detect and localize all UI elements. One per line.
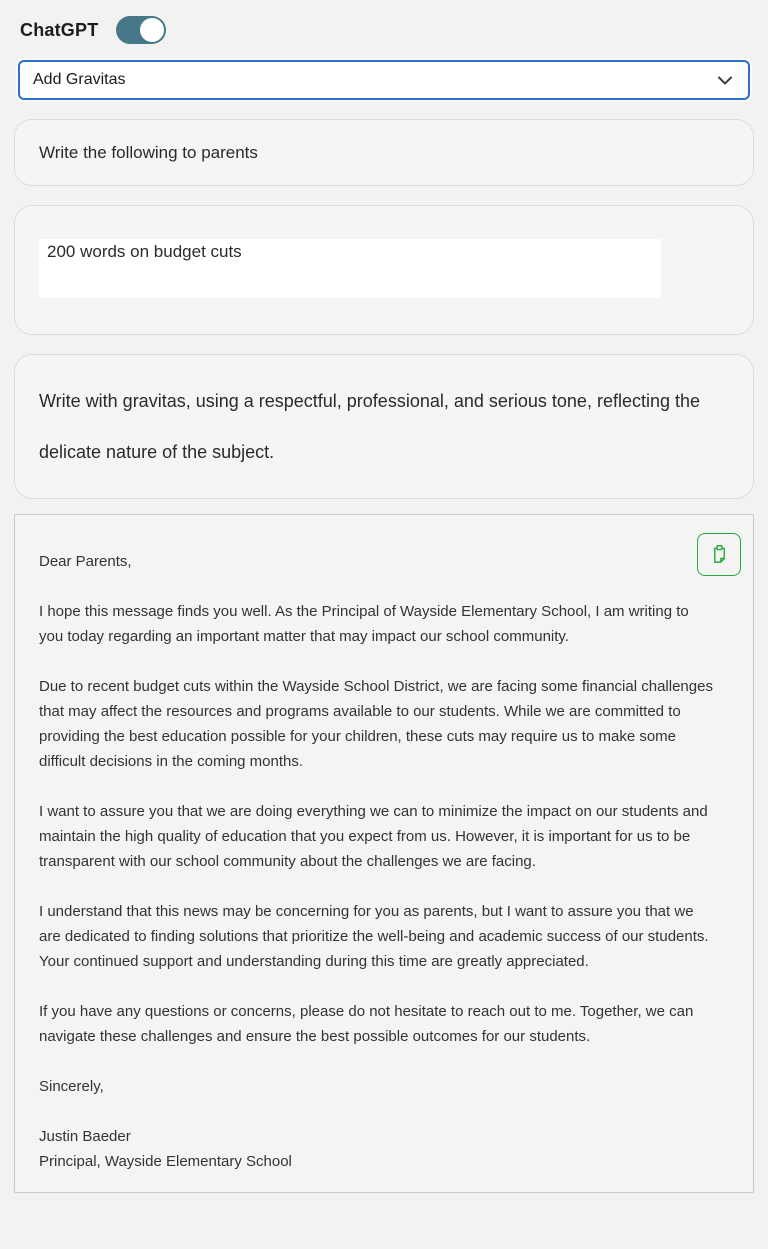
- letter-paragraph: I hope this message finds you well. As the Principal of Wayside Elementary School, I am writing to you today regarding an important matter that may impact our school community.: [39, 603, 689, 645]
- letter-paragraph: If you have any questions or concerns, please do not hesitate to reach out to me. Together, we can navigate these challenges and ensure the best possible outcomes for our students.: [39, 1003, 694, 1045]
- header: [0, 0, 768, 44]
- prompt-input-card: [14, 205, 754, 335]
- letter-paragraph: Due to recent budget cuts within the Wayside School District, we are facing some financial challenges that may affect the resources and programs available to our students. While we are committed to providing the best education possible for your children, these cuts may require us to make some difficult decisions in the coming months.: [39, 678, 713, 770]
- prompt-intro-card: [14, 119, 754, 186]
- app-title: ChatGPT: [20, 19, 99, 40]
- preset-select[interactable]: [18, 60, 750, 100]
- prompt-input[interactable]: [39, 239, 661, 298]
- output-panel: [14, 514, 754, 1193]
- chevron-down-icon: [718, 76, 732, 85]
- letter-signature: [39, 1124, 715, 1174]
- signature-name: Justin Baeder: [39, 1128, 131, 1145]
- preset-select-value: Add Gravitas: [33, 71, 126, 88]
- chatgpt-toggle[interactable]: [116, 16, 166, 44]
- letter-paragraph: I understand that this news may be concerning for you as parents, but I want to assure you that we are dedicated to finding solutions that prioritize the well-being and academic success of our students. Your continued support and understanding during this time are greatly appreciated.: [39, 903, 709, 970]
- signature-title: Principal, Wayside Elementary School: [39, 1153, 292, 1170]
- prompt-intro-text: Write the following to parents: [39, 142, 258, 162]
- gravitas-note-card: [14, 354, 754, 499]
- clipboard-icon: [710, 544, 729, 565]
- gravitas-note-text: Write with gravitas, using a respectful, professional, and serious tone, reflecting the delicate nature of the subject.: [39, 391, 701, 462]
- letter-paragraph: Sincerely,: [39, 1078, 104, 1095]
- letter-paragraph: Dear Parents,: [39, 553, 132, 570]
- letter-paragraph: I want to assure you that we are doing everything we can to minimize the impact on our students and maintain the high quality of education that you expect from us. However, it is important for us to be transparent with our school community about the challenges we are facing.: [39, 803, 708, 870]
- toggle-knob: [140, 18, 164, 42]
- copy-button[interactable]: [697, 533, 741, 576]
